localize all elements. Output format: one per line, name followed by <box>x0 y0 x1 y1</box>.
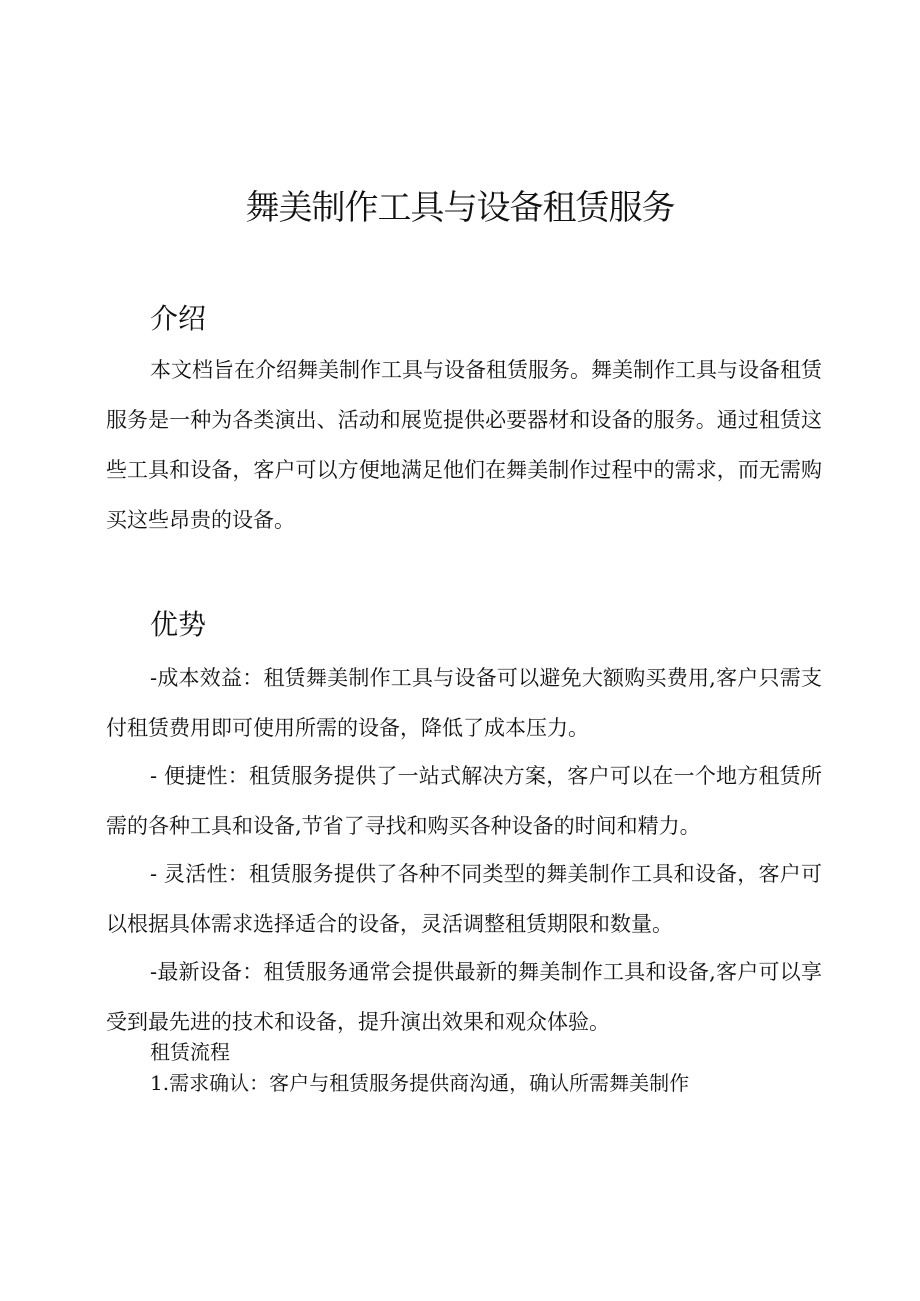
advantage-cost-paragraph: -成本效益：租赁舞美制作工具与设备可以避免大额购买费用,客户只需支付租赁费用即可使用所需的设备，降低了成本压力。 <box>106 666 822 740</box>
process-heading: 租赁流程 <box>150 1040 230 1064</box>
document-title: 舞美制作工具与设备租赁服务 <box>245 188 675 228</box>
advantage-flexibility-paragraph: - 灵活性：租赁服务提供了各种不同类型的舞美制作工具和设备，客户可以根据具体需求选择适合的设备，灵活调整租赁期限和数量。 <box>106 862 822 936</box>
advantage-latest-equipment-paragraph: -最新设备：租赁服务通常会提供最新的舞美制作工具和设备,客户可以享受到最先进的技术和设备，提升演出效果和观众体验。 <box>106 960 822 1034</box>
intro-paragraph: 本文档旨在介绍舞美制作工具与设备租赁服务。舞美制作工具与设备租赁服务是一种为各类演出、活动和展览提供必要器材和设备的服务。通过租赁这些工具和设备，客户可以方便地满足他们在舞美制作过程中的需求，而无需购买这些昂贵的设备。 <box>106 358 822 532</box>
intro-heading: 介绍 <box>150 302 207 335</box>
process-step-1: 1.需求确认：客户与租赁服务提供商沟通，确认所需舞美制作 <box>150 1071 690 1095</box>
advantage-convenience-paragraph: - 便捷性：租赁服务提供了一站式解决方案，客户可以在一个地方租赁所需的各种工具和设备,节省了寻找和购买各种设备的时间和精力。 <box>106 764 822 838</box>
advantages-heading: 优势 <box>150 608 207 641</box>
